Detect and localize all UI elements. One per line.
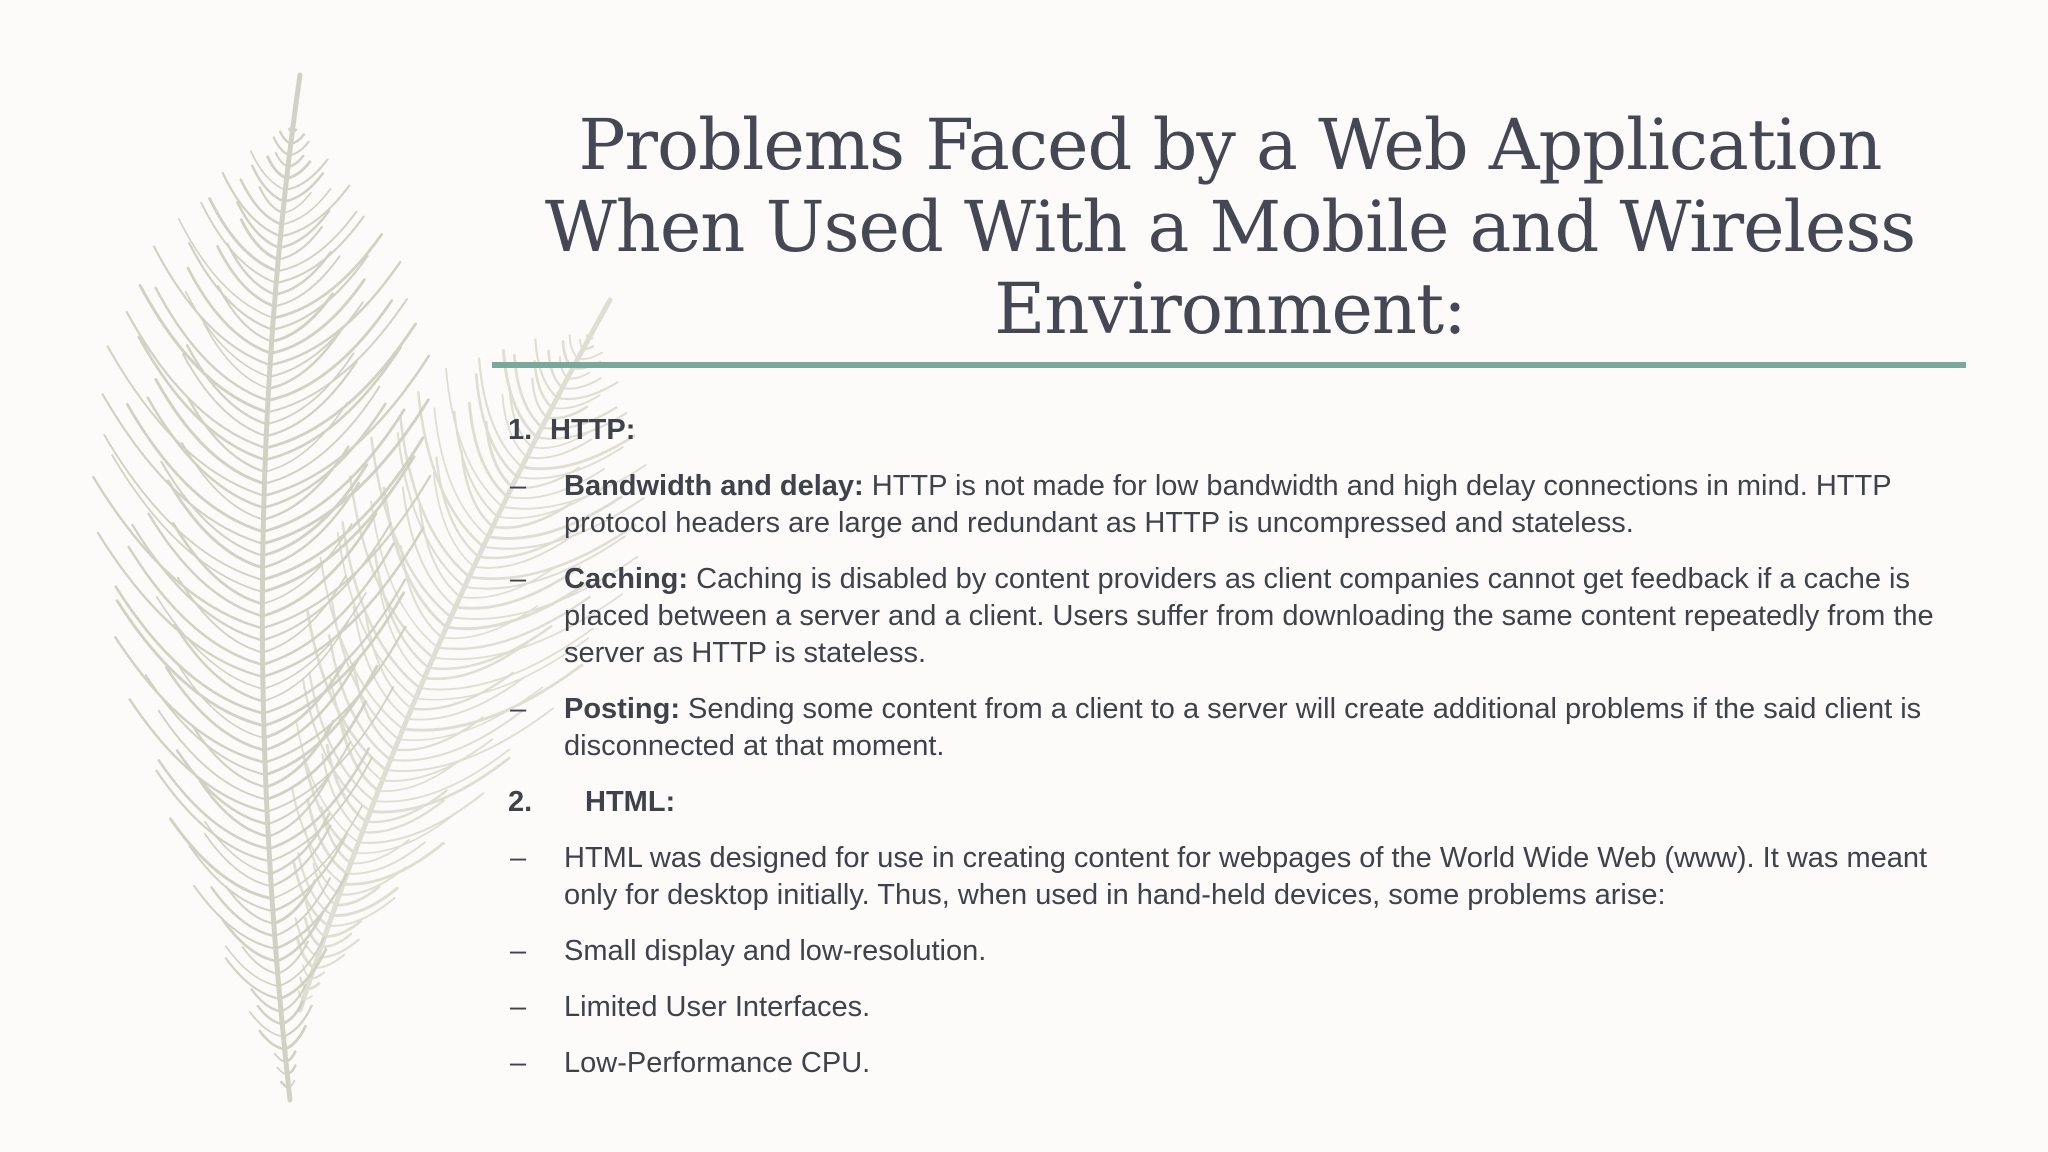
list-item	[508, 840, 1968, 914]
feather-barb	[268, 157, 287, 178]
list-item-label: Bandwidth and delay:	[564, 470, 864, 502]
feather-barb	[252, 166, 284, 202]
section-heading-html	[508, 784, 1968, 821]
feather-barb	[211, 887, 274, 936]
list-item	[508, 561, 1968, 672]
feather-barb	[156, 771, 269, 862]
dash-bullet: –	[510, 935, 527, 967]
list-item-text	[564, 468, 1968, 542]
feather-barb	[127, 404, 263, 531]
feather-barb	[469, 403, 507, 496]
list-item	[508, 1045, 1968, 1082]
dash-bullet: –	[510, 1047, 527, 1079]
feather-barb	[146, 675, 266, 775]
section-number: 1.	[508, 414, 533, 446]
list-item-body: Sending some content from a client to a server will create additional problems if the said client is disconnected at that moment.	[564, 693, 1922, 762]
list-item-body: HTTP is not made for low bandwidth and high delay connections in mind. HTTP protocol headers are large and redundant as HTTP is uncompressed and stateless.	[564, 470, 1892, 539]
title-divider	[492, 362, 1966, 368]
list-item-text: Small display and low-resolution.	[564, 935, 987, 967]
list-item-text	[564, 561, 1968, 672]
list-item	[508, 468, 1968, 542]
list-item-text	[564, 691, 1968, 765]
feather-barb	[263, 410, 404, 532]
feather-barb	[116, 587, 264, 714]
list-item-label: Posting:	[564, 693, 680, 725]
feather-barb	[454, 412, 497, 517]
slide-title: Problems Faced by a Web Application When Used With a Mobile and Wireless Environment:	[544, 104, 1916, 350]
list-item	[508, 933, 1968, 970]
section-heading-text: HTML:	[585, 786, 676, 818]
feather-barb	[226, 946, 279, 986]
list-item	[508, 989, 1968, 1026]
feather-barb	[407, 677, 524, 719]
list-item-text: Low-Performance CPU.	[564, 1047, 871, 1079]
list-item-label: Caching:	[564, 563, 689, 595]
list-item-text: HTML was designed for use in creating content for webpages of the World Wide Web (www). It was meant only for desktop initially. Thus, when used in hand-held devices, some problems arise:	[564, 842, 1928, 911]
dash-bullet: –	[510, 842, 527, 874]
feather-barb	[127, 312, 266, 448]
list-item-body: Caching is disabled by content providers as client companies cannot get feedback if a cache is placed between a server and a client. Users suffer from downloading the same content repeatedly from the server as HTTP is stateless.	[564, 563, 1934, 669]
feather-barb	[462, 451, 493, 526]
section-heading-http	[508, 412, 1968, 449]
dash-bullet: –	[510, 693, 527, 725]
dash-bullet: –	[510, 991, 527, 1023]
list-item	[508, 691, 1968, 765]
dash-bullet: –	[510, 563, 527, 595]
slide-content	[508, 412, 1968, 1101]
dash-bullet: –	[510, 470, 527, 502]
feather-barb	[437, 458, 479, 557]
section-number: 2.	[508, 786, 533, 818]
section-heading-text: HTTP:	[550, 414, 636, 446]
feather-barb	[252, 990, 281, 1012]
feather-barb	[549, 351, 563, 388]
list-item-text: Limited User Interfaces.	[564, 991, 871, 1023]
